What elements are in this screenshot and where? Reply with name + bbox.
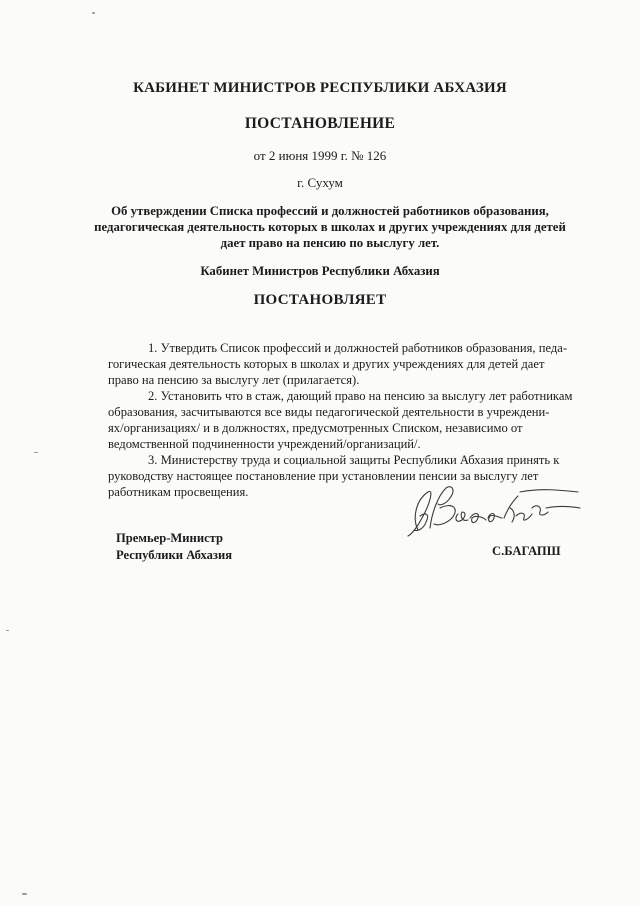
scan-speck <box>92 12 95 14</box>
body-line: 1. Утвердить Список профессий и должностей работников образования, педа- <box>148 341 568 355</box>
subject-line: педагогическая деятельность которых в школах и других учреждениях для детей <box>94 220 566 234</box>
subject-line: дает право на пенсию по выслугу лет. <box>220 236 440 250</box>
body-line: руководству настоящее постановление при установлении пенсии за выслугу лет <box>108 469 539 483</box>
body-line: гогическая деятельность которых в школах и других учреждениях для детей дает <box>108 357 545 371</box>
signer-title <box>116 530 232 564</box>
body-line: образования, засчитываются все виды педагогической деятельности в учреждени- <box>108 405 550 419</box>
signer-title-line: Республики Абхазия <box>116 548 233 562</box>
city: г. Сухум <box>297 175 343 190</box>
paragraph-2 <box>108 388 582 452</box>
signer-title-line: Премьер-Министр <box>116 531 224 545</box>
body-line: право на пенсию за выслугу лет (прилагается). <box>108 373 360 387</box>
subject-line: Об утверждении Списка профессий и должностей работников образования, <box>111 204 549 218</box>
document-body <box>108 340 582 500</box>
body-line: 3. Министерству труда и социальной защиты Республики Абхазия принять к <box>148 453 560 467</box>
organization-title: КАБИНЕТ МИНИСТРОВ РЕСПУБЛИКИ АБХАЗИЯ <box>133 80 507 96</box>
scan-speck <box>34 452 38 453</box>
issuer: Кабинет Министров Республики Абхазия <box>200 264 440 278</box>
body-line: ях/организациях/ и в должностях, предусмотренных Списком, независимо от <box>108 421 523 435</box>
decree-word: ПОСТАНОВЛЯЕТ <box>253 292 387 308</box>
body-line: работникам просвещения. <box>108 485 249 499</box>
document-type: ПОСТАНОВЛЕНИЕ <box>244 115 396 132</box>
body-line: 2. Установить что в стаж, дающий право на пенсию за выслугу лет работникам <box>148 389 573 403</box>
signer-name: С.БАГАПШ <box>492 544 561 558</box>
paragraph-1 <box>108 340 582 388</box>
body-line: ведомственной подчиненности учреждений/организаций/. <box>108 437 421 451</box>
handwritten-signature <box>400 478 590 544</box>
scan-speck <box>22 893 27 895</box>
document-subject <box>90 203 570 251</box>
scan-speck <box>6 630 9 631</box>
date-and-number: от 2 июня 1999 г. № 126 <box>253 148 387 163</box>
